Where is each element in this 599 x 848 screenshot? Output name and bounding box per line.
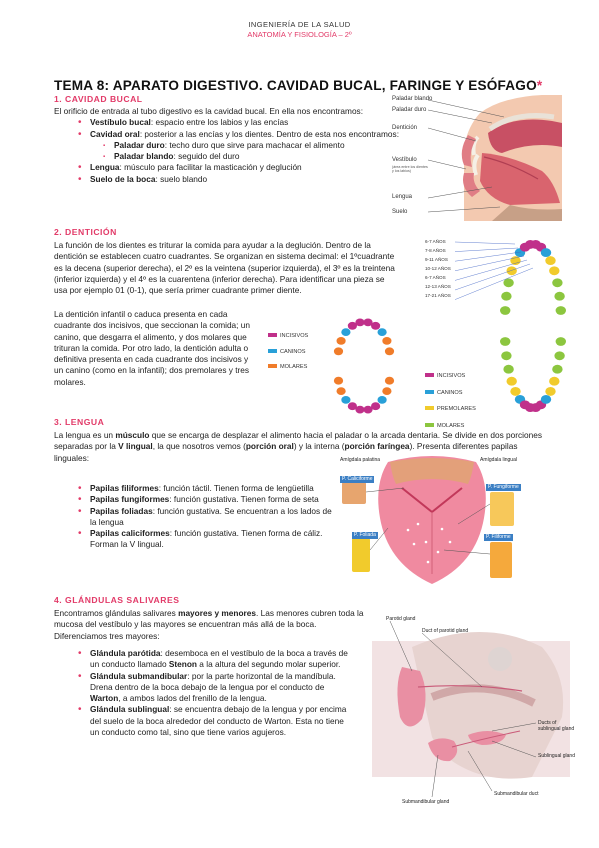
child-tooth bbox=[385, 347, 394, 355]
adult-tooth bbox=[541, 248, 551, 257]
label-ducts-sublingual: Ducts of sublingual gland bbox=[538, 720, 575, 733]
legend-swatch bbox=[425, 373, 434, 377]
adult-legend bbox=[425, 369, 476, 430]
child-tooth bbox=[371, 402, 380, 410]
label-sublingual-gland: Sublingual gland bbox=[538, 753, 575, 759]
age-label: 7-8 AÑOS bbox=[425, 247, 446, 253]
adult-dentition-figure bbox=[425, 234, 570, 429]
adult-tooth bbox=[554, 292, 564, 301]
adult-legend-item: MOLARES bbox=[425, 419, 476, 431]
list-item: • Papilas fungiformes: función gustativa. Tienen forma de seta bbox=[54, 494, 337, 505]
legend-swatch bbox=[268, 333, 277, 337]
child-tooth bbox=[341, 328, 350, 336]
adult-tooth bbox=[541, 395, 551, 404]
child-tooth bbox=[355, 406, 364, 414]
child-tooth bbox=[341, 396, 350, 404]
label-lengua: Lengua bbox=[392, 194, 413, 200]
child-tooth bbox=[337, 387, 346, 395]
child-legend bbox=[268, 329, 308, 372]
label-denticion: Dentición bbox=[392, 125, 418, 131]
sub-list-item: ▪ Paladar blando: seguido del duro bbox=[54, 151, 399, 162]
label-p-fungiforme: P. Fungiforme bbox=[488, 484, 519, 490]
glandulas-intro: Encontramos glándulas salivares mayores y menores. Las menores cubren toda la mucosa del vestíbulo y las mayores se encuentran más allá de la boca. Diferenciamos tres mayores: bbox=[54, 608, 364, 641]
label-suelo: Suelo bbox=[392, 209, 408, 215]
papilas-list bbox=[54, 483, 337, 551]
lengua-intro: La lengua es un músculo que se encarga de desplazar el alimento hacia el paladar o la arcada dentaria. Se divide en dos porciones separadas por la V lingual, la que nosotros vemos (porción oral) y la interna (porción faríngea). Presenta diferentes papilas linguales: bbox=[54, 430, 542, 463]
age-label: 12-13 AÑOS bbox=[425, 283, 451, 289]
child-tooth bbox=[378, 328, 387, 336]
adult-tooth bbox=[510, 256, 520, 265]
page-title: TEMA 8: APARATO DIGESTIVO. CAVIDAD BUCAL, FARINGE Y ESÓFAGO* bbox=[54, 78, 543, 93]
child-dentition-figure bbox=[264, 316, 414, 416]
list-item: • Papilas foliadas: función gustativa. Se encuentran a los lados de la lengua bbox=[54, 506, 337, 529]
child-tooth bbox=[334, 347, 343, 355]
glandulas-list bbox=[54, 648, 354, 738]
adult-tooth bbox=[545, 387, 555, 396]
age-label: 6-7 AÑOS bbox=[425, 239, 446, 244]
section-heading-denticion: 2. DENTICIÓN bbox=[54, 227, 117, 237]
course-title: INGENIERÍA DE LA SALUD bbox=[248, 20, 351, 29]
legend-swatch bbox=[425, 423, 434, 427]
age-label: 9-11 AÑOS bbox=[425, 256, 448, 262]
label-paladar-duro: Paladar duro bbox=[392, 107, 427, 113]
adult-legend-item: CANINOS bbox=[425, 386, 476, 398]
denticion-paragraph-2: La dentición infantil o caduca presenta en cada cuadrante dos incisivos, que seccionan la comida; un canino, que desgarra el alimento, y dos molares que trituran la comida. Por otro lado, la dentición adulta o definitiva presenta en cada cuadrante dos incisivos y un canino (como en la infantil); dos premolares y tres molares. bbox=[54, 309, 251, 387]
child-tooth bbox=[337, 337, 346, 345]
child-tooth bbox=[385, 377, 394, 385]
label-submandibular-duct: Submandibular duct bbox=[494, 791, 539, 797]
label-p-foliada: P. Foliada bbox=[354, 532, 376, 538]
age-pointer-line bbox=[455, 268, 533, 300]
list-item: • Glándula parótida: desemboca en el vestíbulo de la boca a través de un conducto llamado Stenon a la altura del segundo molar superior. bbox=[54, 648, 354, 671]
label-parotid-duct: Duct of parotid gland bbox=[422, 628, 469, 634]
label-amigdala-lingual: Amígdala lingual bbox=[480, 457, 517, 463]
adult-tooth bbox=[556, 337, 566, 346]
section-heading-cavidad-bucal: 1. CAVIDAD BUCAL bbox=[54, 94, 143, 104]
legend-swatch bbox=[425, 406, 434, 410]
tongue-illustration bbox=[338, 454, 526, 588]
age-labels bbox=[425, 238, 451, 301]
adult-tooth bbox=[503, 278, 513, 287]
legend-swatch bbox=[268, 349, 277, 353]
list-item: • Papilas caliciformes: función gustativa. Tienen forma de cáliz. Forman la V lingual. bbox=[54, 528, 337, 551]
adult-tooth bbox=[549, 377, 559, 386]
age-label: 6-7 AÑOS bbox=[425, 274, 446, 280]
adult-tooth bbox=[510, 387, 520, 396]
age-label: 10-12 AÑOS bbox=[425, 265, 451, 271]
adult-tooth bbox=[501, 351, 511, 360]
age-pointer-line bbox=[455, 242, 515, 244]
child-tooth bbox=[382, 387, 391, 395]
section-heading-lengua: 3. LENGUA bbox=[54, 417, 105, 427]
section-heading-glandulas: 4. GLÁNDULAS SALIVARES bbox=[54, 595, 180, 605]
adult-tooth bbox=[500, 306, 510, 315]
list-item: • Suelo de la boca: suelo blando bbox=[54, 174, 399, 185]
child-legend-item: INCISIVOS bbox=[268, 329, 308, 341]
adult-tooth bbox=[552, 365, 562, 374]
list-item: • Vestíbulo bucal: espacio entre los labios y las encías bbox=[54, 117, 399, 128]
legend-swatch bbox=[425, 390, 434, 394]
child-tooth bbox=[378, 396, 387, 404]
adult-legend-item: PREMOLARES bbox=[425, 402, 476, 414]
adult-tooth bbox=[507, 377, 517, 386]
adult-tooth bbox=[552, 278, 562, 287]
adult-tooth bbox=[503, 365, 513, 374]
adult-tooth bbox=[549, 266, 559, 275]
child-tooth bbox=[371, 322, 380, 330]
course-subtitle: ANATOMÍA Y FISIOLOGÍA – 2º bbox=[247, 30, 352, 39]
label-p-filiforme: P. Filiforme bbox=[486, 534, 511, 540]
adult-tooth bbox=[556, 306, 566, 315]
salivary-glands-illustration bbox=[372, 607, 578, 819]
salivary-glands-figure bbox=[372, 607, 578, 819]
age-label: 17-21 AÑOS bbox=[425, 292, 451, 298]
label-amigdala-palatina: Amígdala palatina bbox=[340, 457, 381, 463]
list-item: • Glándula sublingual: se encuentra debajo de la lengua y por encima del suelo de la boca alrededor del conducto de Warton. Esta no tiene un conducto como tal, sino que tiene varios agujeros. bbox=[54, 704, 354, 738]
list-item: • Lengua: músculo para facilitar la masticación y deglución bbox=[54, 162, 399, 173]
label-parotid-gland: Parotid gland bbox=[386, 616, 416, 622]
oral-cavity-figure bbox=[392, 93, 562, 221]
child-legend-item: MOLARES bbox=[268, 360, 308, 372]
list-item: • Papilas filiformes: función táctil. Tienen forma de lengüetilla bbox=[54, 483, 337, 494]
section-cavidad-bucal-text bbox=[54, 106, 399, 185]
label-submandibular-gland: Submandibular gland bbox=[402, 799, 450, 805]
adult-tooth bbox=[507, 266, 517, 275]
child-tooth bbox=[334, 377, 343, 385]
adult-legend-item: INCISIVOS bbox=[425, 369, 476, 381]
label-vestibulo: Vestíbulo bbox=[392, 157, 417, 163]
denticion-paragraph-1: La función de los dientes es triturar la comida para ayudar a la deglución. Dentro de la dentición se establecen cuatro cuadrantes. Se organizan en sistema decimal: el 1ºcuadrante es la decena (superior derecha), el 2º es la veintena (superior izquierda), el 3º es la treintena (inferior izquierda) y el 4º es la cuarentena (inferior derecha). Para identificar una pieza se usa por ejemplo 01 (0-1), que sería primer cuadrante primer diente. bbox=[54, 240, 395, 296]
adult-tooth bbox=[554, 351, 564, 360]
child-tooth bbox=[382, 337, 391, 345]
label-p-caliciforme: P. Caliciforme bbox=[342, 476, 373, 482]
intro-text: El orificio de entrada al tubo digestivo es la cavidad bucal. En ella nos encontramos: bbox=[54, 106, 364, 116]
legend-swatch bbox=[268, 364, 277, 368]
age-pointer-line bbox=[455, 248, 518, 252]
list-item: • Glándula submandibular: por la parte horizontal de la mandíbula. Drena dentro de la boca debajo de la lengua por el conducto de Warton, a ambos lados del frenillo de la lengua. bbox=[54, 671, 354, 705]
child-legend-item: CANINOS bbox=[268, 345, 308, 357]
adult-tooth bbox=[501, 292, 511, 301]
adult-tooth bbox=[545, 256, 555, 265]
list-item: • Cavidad oral: posterior a las encías y los dientes. Dentro de esta nos encontramos: bbox=[54, 129, 399, 140]
adult-tooth bbox=[500, 337, 510, 346]
tongue-figure bbox=[338, 454, 526, 588]
sub-list-item: ▪ Paladar duro: techo duro que sirve para machacar el alimento bbox=[54, 140, 399, 151]
child-tooth bbox=[355, 318, 364, 326]
age-pointer-line bbox=[455, 264, 530, 290]
label-vestibulo-note: (área entre los dientes y los labios) bbox=[392, 165, 428, 174]
label-paladar-blando: Paladar blando bbox=[392, 96, 433, 102]
